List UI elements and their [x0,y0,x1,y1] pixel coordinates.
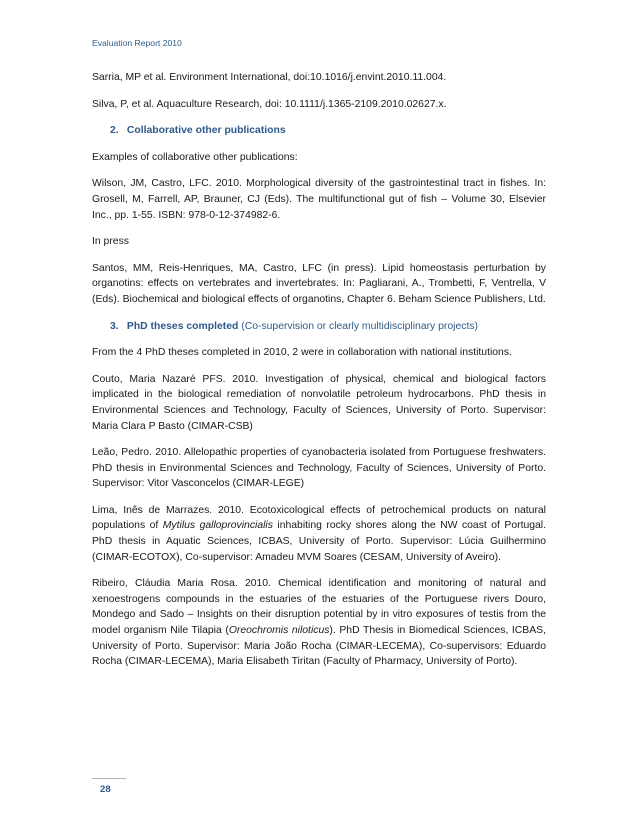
section-intro: Examples of collaborative other publications: [92,151,298,163]
thesis-lima [92,503,546,565]
thesis-couto: Couto, Maria Nazaré PFS. 2010. Investigation of physical, chemical and biological factors implicated in the biological remediation of nonvolatile petroleum hydrocarbons. PhD thesis in Environmental Sciences and Technology, Faculty of Sciences, University of Porto. Supervisor: Maria Clara P Basto (CIMAR-CSB) [92,373,546,432]
species-name: Mytilus galloprovincialis [162,520,273,532]
reference-santos: Santos, MM, Reis-Henriques, MA, Castro, LFC (in press). Lipid homeostasis perturbation by organotins: effects on vertebrates and invertebrates. In: Pagliarani, A., Trombetti, F, Ventrella, V (Eds). Biochemical and biological effects of organotins, Chapter 6. Beham Science Publishers, Ltd. [92,262,546,305]
section-intro: From the 4 PhD theses completed in 2010, 2 were in collaboration with national institutions. [92,347,512,359]
section-subtitle: (Co-supervision or clearly multidisciplinary projects) [241,320,478,332]
section-title: PhD theses completed [126,320,239,332]
thesis-text: Ribeiro, Cláudia Maria Rosa. 2010. Chemical identification and monitoring of natural and xenoestrogens compounds in the estuaries of the estuaries of the Portuguese rivers Douro, Mondego and Sado – Insights on their disruption potential by in vitro exposures of testis from the model organism Nile Tilapia ( [92,578,546,637]
thesis-text: inhabiting rocky shores along the NW coast of Portugal. PhD thesis in Aquatic Sciences, ICBAS, University of Porto. Supervisor: Lúcia Guilhermino (CIMAR-ECOTOX), Co-supervisor: Amadeu MVM Soares (CESAM, University of Aveiro). [92,520,546,563]
page-number: 28 [100,784,111,795]
reference-wilson: Wilson, JM, Castro, LFC. 2010. Morphological diversity of the gastrointestinal tract in fishes. In: Grosell, M, Farrell, AP, Brauner, CJ (Eds). The multifunctional gut of fish – Volume 30, Elsevier Inc., pp. 1-55. ISBN: 978-0-12-374982-6. [92,178,546,221]
reference-silva: Silva, P, et al. Aquaculture Research, doi: 10.1111/j.1365-2109.2010.02627.x. [92,98,447,110]
reference-sarria: Sarria, MP et al. Environment International, doi:10.1016/j.envint.2010.11.004. [92,72,447,83]
page-body [92,70,546,681]
section-title: Collaborative other publications [126,125,286,137]
section-number: 2. [110,125,119,137]
species-name: Oreochromis niloticus [228,625,330,637]
thesis-ribeiro [92,576,546,670]
section-heading-phd-theses [92,319,546,335]
thesis-text: ). PhD Thesis in Biomedical Sciences, ICBAS, University of Porto. Supervisor: Maria João Rocha (CIMAR-LECEMA), Co-supervisors: Eduardo Rocha (CIMAR-LECEMA), Maria Elisabeth Tiritan (Faculty of Pharmacy, University of Porto). [92,625,546,668]
thesis-leao: Leão, Pedro. 2010. Allelopathic properties of cyanobacteria isolated from Portuguese freshwaters. PhD thesis in Environmental Sciences and Technology, Faculty of Sciences, University of Porto. Supervisor: Vitor Vasconcelos (CIMAR-LEGE) [92,447,546,490]
running-header: Evaluation Report 2010 [92,38,182,48]
section-number: 3. [110,320,119,332]
section-heading-collaborative-publications [92,123,546,139]
in-press-label: In press [92,236,129,248]
thesis-text: Lima, Inês de Marrazes. 2010. Ecotoxicological effects of petrochemical products on natural populations of [92,504,546,532]
footer-divider [92,778,126,779]
